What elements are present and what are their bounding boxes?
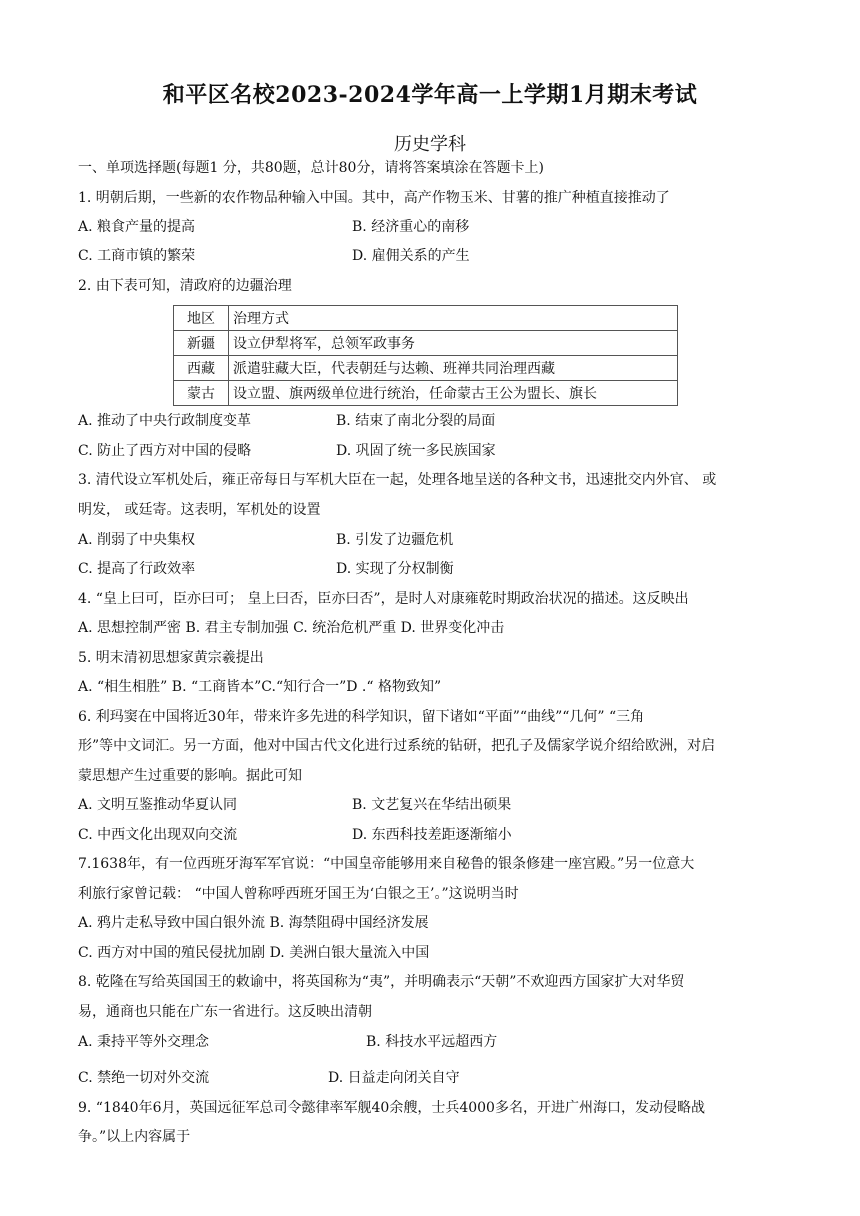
question-6-stem-line-3: 蒙思想产生过重要的影响。据此可知 <box>78 768 302 784</box>
question-6-stem-line-1: 6. 利玛窦在中国将近30年，带来许多先进的科学知识，留下诸如“平面”“曲线”“几何” “三角 <box>78 709 645 725</box>
table-cell-method: 派遣驻藏大臣，代表朝廷与达赖、班禅共同治理西藏 <box>229 356 678 381</box>
question-1-option-b: B. 经济重心的南移 <box>352 219 470 235</box>
question-8-option-a: A. 秉持平等外交理念 <box>78 1034 210 1050</box>
question-6-stem-line-2: 形”等中文词汇。另一方面，他对中国古代文化进行过系统的钻研，把孔子及儒家学说介绍给欧洲，对启 <box>78 738 716 754</box>
table-cell-region: 西藏 <box>174 356 229 381</box>
table-cell-region: 新疆 <box>174 331 229 356</box>
table-row <box>174 356 678 381</box>
question-2-option-d: D. 巩固了统一多民族国家 <box>336 443 496 459</box>
question-8-option-d: D. 日益走向闭关自守 <box>328 1070 460 1086</box>
question-8-stem-line-1: 8. 乾隆在写给英国国王的敕谕中，将英国称为“夷”，并明确表示“天朝”不欢迎西方国家扩大对华贸 <box>78 974 685 990</box>
question-9-stem-line-2: 争。”以上内容属于 <box>78 1129 191 1145</box>
question-8-option-c: C. 禁绝一切对外交流 <box>78 1070 210 1086</box>
table-header-cell: 治理方式 <box>229 306 678 331</box>
table-header-row <box>174 306 678 331</box>
question-2-option-c: C. 防止了西方对中国的侵略 <box>78 443 252 459</box>
subject-title: 历史学科 <box>394 134 466 155</box>
question-2-option-a: A. 推动了中央行政制度变革 <box>78 413 252 429</box>
table-row <box>174 381 678 406</box>
question-2-stem: 2. 由下表可知，清政府的边疆治理 <box>78 278 292 294</box>
table-cell-method: 设立盟、旗两级单位进行统治，任命蒙古王公为盟长、旗长 <box>229 381 678 406</box>
question-3-stem-line-2: 明发， 或廷寄。这表明，军机处的设置 <box>78 502 321 518</box>
table-cell-region: 蒙古 <box>174 381 229 406</box>
question-2-option-b: B. 结束了南北分裂的局面 <box>336 413 496 429</box>
question-1-stem: 1. 明朝后期，一些新的农作物品种输入中国。其中，高产作物玉米、甘薯的推广种植直接推动了 <box>78 190 670 206</box>
question-3-option-a: A. 削弱了中央集权 <box>78 532 196 548</box>
question-6-option-d: D. 东西科技差距逐渐缩小 <box>352 827 512 843</box>
question-3-option-b: B. 引发了边疆危机 <box>336 532 454 548</box>
question-7-stem-line-2: 利旅行家曾记载： “中国人曾称呼西班牙国王为‘白银之王’。”这说明当时 <box>78 886 519 902</box>
question-7-options-cd: C. 西方对中国的殖民侵扰加剧 D. 美洲白银大量流入中国 <box>78 945 430 961</box>
question-1-option-c: C. 工商市镇的繁荣 <box>78 248 196 264</box>
question-1-option-d: D. 雇佣关系的产生 <box>352 248 470 264</box>
question-9-stem-line-1: 9. “1840年6月，英国远征军总司令懿律率军舰40余艘，士兵4000多名，开进广州海口，发动侵略战 <box>78 1100 705 1116</box>
question-6-option-c: C. 中西文化出现双向交流 <box>78 827 238 843</box>
question-5-options: A. “相生相胜” B. “工商皆本”C.“知行合一”D .“ 格物致知” <box>78 679 442 695</box>
question-7-options-ab: A. 鸦片走私导致中国白银外流 B. 海禁阻碍中国经济发展 <box>78 915 429 931</box>
question-8-stem-line-2: 易，通商也只能在广东一省进行。这反映出清朝 <box>78 1004 372 1020</box>
governance-table <box>173 305 678 406</box>
question-1-option-a: A. 粮食产量的提高 <box>78 219 196 235</box>
table-row <box>174 331 678 356</box>
section-heading: 一、单项选择题(每题1 分，共80题，总计80分，请将答案填涂在答题卡上) <box>78 160 544 176</box>
question-3-option-d: D. 实现了分权制衡 <box>336 561 454 577</box>
question-5-stem: 5. 明末清初思想家黄宗羲提出 <box>78 650 264 666</box>
question-4-stem: 4. “皇上曰可，臣亦曰可； 皇上曰否，臣亦曰否”，是时人对康雍乾时期政治状况的描述。这反映出 <box>78 591 689 607</box>
page-title: 和平区名校2023-2024学年高一上学期1月期末考试 <box>162 82 698 108</box>
question-6-option-a: A. 文明互鉴推动华夏认同 <box>78 797 238 813</box>
question-4-options: A. 思想控制严密 B. 君主专制加强 C. 统治危机严重 D. 世界变化冲击 <box>78 620 505 636</box>
question-3-option-c: C. 提高了行政效率 <box>78 561 196 577</box>
question-8-option-b: B. 科技水平远超西方 <box>366 1034 498 1050</box>
question-3-stem-line-1: 3. 清代设立军机处后，雍正帝每日与军机大臣在一起，处理各地呈送的各种文书，迅速批交内外官、 或 <box>78 472 717 488</box>
question-6-option-b: B. 文艺复兴在华结出硕果 <box>352 797 512 813</box>
question-7-stem-line-1: 7.1638年，有一位西班牙海军军官说：“中国皇帝能够用来自秘鲁的银条修建一座宫殿。”另一位意大 <box>78 856 695 872</box>
table-header-cell: 地区 <box>174 306 229 331</box>
table-cell-method: 设立伊犁将军，总领军政事务 <box>229 331 678 356</box>
